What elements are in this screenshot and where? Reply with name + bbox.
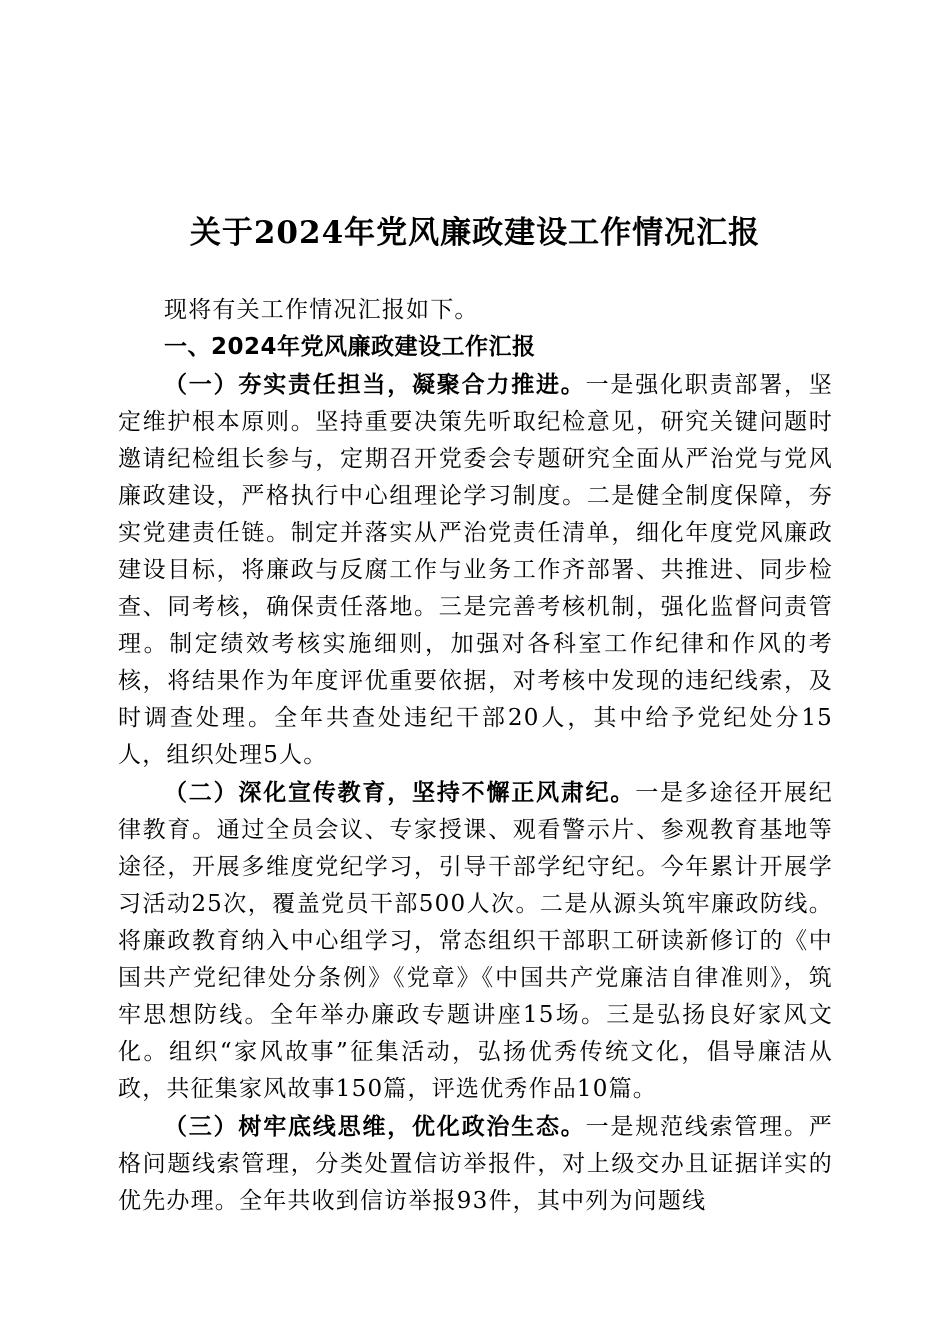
document-title: 关于2024年党风廉政建设工作情况汇报 <box>189 214 761 251</box>
document-body <box>118 292 833 1220</box>
paragraph-part-2 <box>118 774 833 1108</box>
paragraph-text: 一是强化职责部署，坚定维护根本原则。坚持重要决策先听取纪检意见，研究关键问题时邀请纪检组长参与，定期召开党委会专题研究全面从严治党与党风廉政建设，严格执行中心组理论学习制度。二是健全制度保障，夯实党建责任链。制定并落实从严治党责任清单，细化年度党风廉政建设目标，将廉政与反腐工作与业务工作齐部署、共推进、同步检查、同考核，确保责任落地。三是完善考核机制，强化监督问责管理。制定绩效考核实施细则，加强对各科室工作纪律和作风的考核，将结果作为年度评优重要依据，对考核中发现的违纪线索，及时调查处理。全年共查处违纪干部20人，其中给予党纪处分15人，组织处理5人。 <box>118 372 834 768</box>
paragraph-lead: （二）深化宣传教育，坚持不懈正风肃纪。 <box>164 779 636 806</box>
paragraph-part-3 <box>118 1108 833 1220</box>
paragraph-lead: （三）树牢底线思维，优化政治生态。 <box>164 1113 586 1140</box>
paragraph-lead: （一）夯实责任担当，凝聚合力推进。 <box>164 371 586 398</box>
section-heading: 一、2024年党风廉政建设工作汇报 <box>164 334 536 360</box>
paragraph-text: 一是多途径开展纪律教育。通过全员会议、专家授课、观看警示片、参观教育基地等途径，开展多维度党纪学习，引导干部学纪守纪。今年累计开展学习活动25次，覆盖党员干部500人次。二是从源头筑牢廉政防线。将廉政教育纳入中心组学习，常态组织干部职工研读新修订的《中国共产党纪律处分条例》《党章》《中国共产党廉洁自律准则》，筑牢思想防线。全年举办廉政专题讲座15场。三是弘扬良好家风文化。组织“家风故事”征集活动，弘扬优秀传统文化，倡导廉洁从政，共征集家风故事150篇，评选优秀作品10篇。 <box>118 780 833 1102</box>
intro-paragraph: 现将有关工作情况汇报如下。 <box>164 297 479 323</box>
paragraph-part-1 <box>118 366 833 774</box>
paragraph-text: 一是规范线索管理。严格问题线索管理，分类处置信访举报件，对上级交办且证据详实的优先办理。全年共收到信访举报93件，其中列为问题线 <box>118 1114 834 1214</box>
